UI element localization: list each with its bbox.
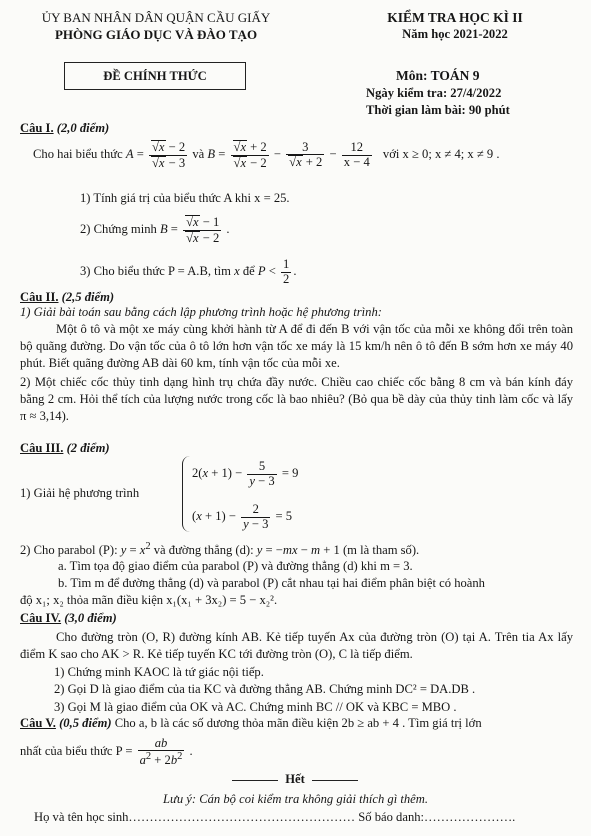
q5-line1: Câu V. (0,5 điểm) Cho a, b là các số dương thỏa mãn điều kiện 2b ≥ ab + 4 . Tìm giá trị lớn bbox=[20, 716, 482, 730]
q3-part2: 2) Cho parabol (P): $y = x^2$ và đường thẳng (d): y = −mx − m + 1 (m là tham số). bbox=[20, 541, 420, 558]
q3-heading: Câu III. (2 điểm) bbox=[20, 441, 110, 455]
student-info-line: Họ và tên học sinh……………………………………………… Số báo danh:…………………. bbox=[34, 810, 516, 824]
q1-expressions: Cho hai biểu thức A = √ x − 2 √ x − 3 và B = √ x + 2 √ x − 2 − 3 √ x + 2 − $\frac{12}{x - 4}$ với x ≥ 0; x ≠ 4; x ≠ 9 . bbox=[33, 137, 500, 171]
q3-part2b-condition: độ x₁; x₂ thỏa mãn điều kiện x₁(x₁ + 3x₂) = 5 − x₂². bbox=[20, 593, 278, 607]
q2-heading: Câu II. (2,5 điểm) bbox=[20, 290, 115, 304]
q1-heading: Câu I. (2,0 điểm) bbox=[20, 121, 110, 135]
q4-part2: 2) Gọi D là giao điểm của tia KC và đường thẳng AB. Chứng minh DC² = DA.DB . bbox=[54, 682, 476, 696]
q3-equation-1: 2(x + 1) − $\frac{5}{y - 3}$ = 9 bbox=[192, 459, 299, 488]
q3-system-label: 1) Giải hệ phương trình bbox=[20, 486, 140, 500]
q4-text: Cho đường tròn (O, R) đường kính AB. Kẻ tiếp tuyến Ax của đường tròn (O) tại A. Trên tia Ax lấy điểm K sao cho AK > R. Kẻ tiếp tuyến KC tới đường tròn (O), C là tiếp điểm. bbox=[20, 630, 573, 661]
department-name: PHÒNG GIÁO DỤC VÀ ĐÀO TẠO bbox=[54, 27, 258, 42]
authority-name: ỦY BAN NHÂN DÂN QUẬN CẦU GIẤY bbox=[41, 10, 271, 25]
footer-note: Lưu ý: Cán bộ coi kiểm tra không giải thích gì thêm. bbox=[162, 792, 428, 806]
q1-part1: 1) Tính giá trị của biểu thức A khi x = 25. bbox=[80, 191, 290, 205]
q2-part1-text: Một ô tô và một xe máy cùng khởi hành từ A để đi đến B với vận tốc của mỗi xe không đổi trên toàn bộ quãng đường. Do vận tốc của ô tô lớn hơn vận tốc xe máy là 15 km/h nên ô tô đến B sớm hơn xe máy 40 phút. Biết quãng đường AB dài 60 km, tính vận tốc của mỗi xe. bbox=[20, 322, 573, 370]
q4-part1: 1) Chứng minh KAOC là tứ giác nội tiếp. bbox=[54, 665, 264, 679]
official-badge: ĐỀ CHÍNH THỨC bbox=[64, 62, 246, 90]
q4-part3: 3) Gọi M là giao điểm của OK và AC. Chứng minh BC // OK và KBC = MBO . bbox=[54, 700, 457, 714]
q3-part2a: a. Tìm tọa độ giao điểm của parabol (P) và đường thẳng (d) khi m = 3. bbox=[58, 559, 413, 573]
q5-line2: nhất của biểu thức P = $\frac{ab}{a^2 + 2b^2}$ . bbox=[20, 735, 193, 768]
exam-duration: Thời gian làm bài: 90 phút bbox=[366, 103, 510, 117]
q2-part2-text: 2) Một chiếc cốc thủy tinh dạng hình trụ chứa đầy nước. Chiều cao chiếc cốc bằng 8 cm và bán kính đáy bằng 2 cm. Hỏi thể tích của lượng nước trong cốc là bao nhiêu? (Bỏ qua bề dày của thủy tinh làm cốc và lấy π ≈ 3,14). bbox=[20, 375, 573, 423]
q4-heading: Câu IV. (3,0 điểm) bbox=[20, 611, 117, 625]
q3-part2b: b. Tìm m để đường thẳng (d) và parabol (P) cắt nhau tại hai điểm phân biệt có hoành bbox=[58, 576, 485, 590]
q1-part3: 3) Cho biểu thức P = A.B, tìm x để P < $\frac{1}{2}$ . bbox=[80, 257, 297, 286]
q3-equation-2: (x + 1) − $\frac{2}{y - 3}$ = 5 bbox=[192, 502, 293, 531]
school-year: Năm học 2021-2022 bbox=[402, 27, 508, 41]
subject: Môn: TOÁN 9 bbox=[396, 68, 480, 83]
q2-part1-prompt: 1) Giải bài toán sau bằng cách lập phương trình hoặc hệ phương trình: bbox=[20, 305, 382, 319]
exam-title: KIỂM TRA HỌC KÌ II bbox=[387, 10, 523, 25]
exam-date: Ngày kiểm tra: 27/4/2022 bbox=[366, 86, 502, 100]
end-marker: Hết bbox=[205, 772, 385, 787]
q1-part2: 2) Chứng minh B = √ x − 1 √ x − 2 . bbox=[80, 212, 230, 246]
